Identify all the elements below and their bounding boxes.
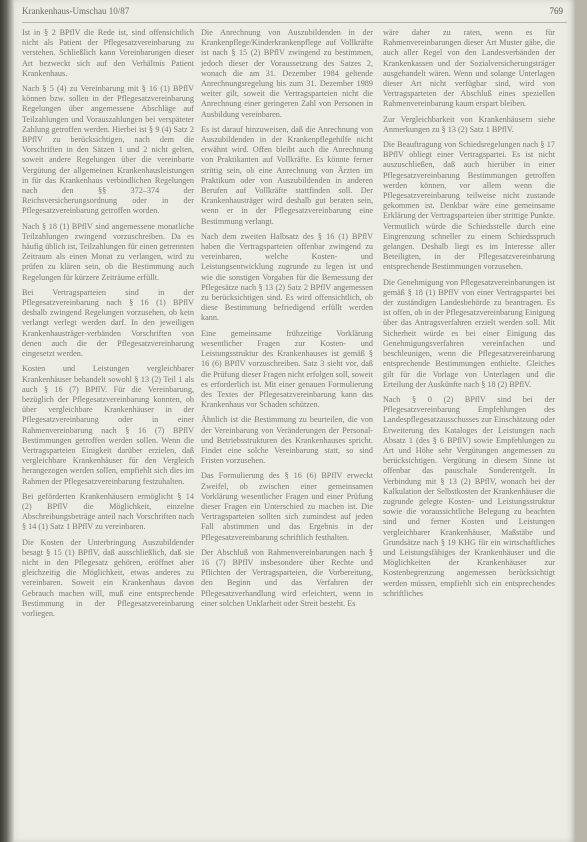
running-head <box>22 6 567 20</box>
paragraph: wäre daher zu raten, wenn es für Rahmenvereinbarungen dieser Art Muster gäbe, die auch aller Regel von den Landesverbänden der Krankenkassen und der Sozialversicherungsträger ausgehandelt wären. Wenn und solange Unterlagen dieser Art nicht verfügbar sind, wird von Vertragsparteien der Abschluß eines speziellen Rahmenvereinbarung kaum erspart bleiben. <box>383 28 555 109</box>
paragraph: Ähnlich ist die Bestimmung zu beurteilen, die von der Vereinbarung von Veränderungen der Personal- und Betriebsstrukturen des Krankenhauses spricht. Findet eine solche Vereinbarung statt, so sind Fristen vorzusehen. <box>201 415 373 466</box>
paragraph: Die Beauftragung von Schiedsregelungen nach § 17 BPflV obliegt einer Vertragspartei. Es ist nicht auszuschließen, daß auch hierüber in einer Pflegesatzvereinbarung Bestimmungen getroffen werden können, vor allem wenn die Pflegesatzvereinbarung teilweise nicht zustande gekommen ist. Denkbar wäre eine gemeinsame Erklärung der Vertragsparteien über strittige Punkte. Vermutlich würde die Schiedsstelle durch eine Eingrenzung schneller zu einem Schiedsspruch gelangen. Deshalb liegt es im Interesse aller Beteiligten, in der Pflegesatzvereinbarung entsprechende Bestimmungen vorzusehen. <box>383 140 555 272</box>
paragraph: Nach § 18 (1) BPflV sind angemessene monatliche Teilzahlungen zwingend vorzuschreiben. Da es häufig üblich ist, Teilzahlungen für einen getrennten Zeitraum als einen Monat zu verlangen, wird zu prüfen zu klären sein, ob die Bestimmung auch Regelungen für kürzere Zeiträume erfüllt. <box>22 221 194 282</box>
header-rule <box>22 22 567 23</box>
text-column-1 <box>22 28 194 833</box>
paragraph: Die Genehmigung von Pflegesatzvereinbarungen ist gemäß § 18 (1) BPflV von einer Vertragspartei bei der zuständigen Landesbehörde zu beantragen. Es ist offen, ob in der Pflegesatzvereinbarung Einigung über das Antragsverfahren erzielt werden soll. Mit Sicherheit würde es bei einer Einigung das Genehmigungsverfahren vereinfachen und beschleunigen, wenn die Pflegesatzvereinbarung entsprechende Bestimmungen enthielte. Gleiches gilt für die Vorlage von Unterlagen und die Erteilung der Auskünfte nach § 18 (2) BPflV. <box>383 277 555 389</box>
page-spine-shadow <box>0 0 14 842</box>
paragraph: Der Abschluß von Rahmenvereinbarungen nach § 16 (7) BPflV insbesondere über Rechte und Pflichten der Vertragsparteien, die Vorbereitung, den Beginn und das Verfahren der Pflegesatzverhandlung wird erleichtert, wenn in einer solchen Unklarheit oder Streit besteht. Es <box>201 547 373 608</box>
paragraph: Nach § 5 (4) zu Vereinbarung mit § 16 (1) BPflV können bzw. sollen in der Pflegesatzvereinbarung Regelungen über angemessene Abschläge auf Teilzahlungen und Vorauszahlungen bei verspäteter Zahlung getroffen werden. Hierbei ist § 9 (4) Satz 2 BPflV zu berücksichtigen, nach dem die Vorschriften in den Sätzen 1 und 2 nicht gelten, soweit andere Regelungen über die vereinbarte Vergütung der allgemeinen Krankenhausleistungen in für das Krankenhaus verbindlichen Regelungen nach den §§ 372–374 der Reichsversicherungsordnung oder in der Pflegesatzvereinbarung getroffen worden. <box>22 84 194 216</box>
paragraph: Nach § 0 (2) BPflV sind bei der Pflegesatzvereinbarung Empfehlungen des Landespflegesatzausschusses zur Einschätzung oder Erweiterung des Kataloges der Leistungen nach Absatz 1 (des § 6 BPflV) sowie Empfehlungen zu Art und Höhe sehr Vergütungen angemessen zu berücksichtigen. Vergütung in diesem Sinne ist offenbar das pauschale Sonderentgelt. In Verbindung mit § 13 (2) BPflV, wonach bei der Kalkulation der Selbstkosten der Krankenhäuser die zugrunde gelegte Kosten- und Leistungsstruktur sowie die voraussichtliche Belegung zu beachten sind und ferner Kosten und Leistungen vergleichbarer Krankenhäuser, Maßstäbe und Grundsätze nach § 19 KHG für ein wirtschaftliches und Leistungsfähiges der Krankenhäuser und die Möglichkeiten der Krankenhäuser zur Kostenbegrenzung angemessen berücksichtigt werden müssen, empfiehlt sich ein entsprechendes schriftliches <box>383 394 555 598</box>
paragraph: Zur Vergleichbarkeit von Krankenhäusern siehe Anmerkungen zu § 13 (2) Satz 1 BPflV. <box>383 114 555 134</box>
text-column-2 <box>201 28 373 833</box>
text-column-3 <box>383 28 555 833</box>
page-number: 769 <box>549 6 563 16</box>
paragraph: Die Anrechnung von Auszubildenden in der Krankenpflege/Kinderkrankenpflege auf Vollkräfte ist nach § 15 (2) BPflV zwingend zu bestimmen, jedoch dieser der Voraussetzung des Satzes 2, wonach die am 31. Dezember 1984 geltende Anrechnungsregelung bis zum 31. Dezember 1989 weiter gilt, soweit die Vertragsparteien nicht die Anrechnung einer geringeren Zahl von Personen in Ausbildung vereinbaren. <box>201 28 373 119</box>
paragraph: Die Kosten der Unterbringung Auszubildender besagt § 15 (1) BPflV, daß ausschließlich, daß sie nicht in den Pflegesatz gehören, eröffnet aber gleichzeitig die Möglichkeit, etwas anderes zu vereinbaren. Soweit ein Krankenhaus davon Gebrauch machen will, muß eine entsprechende Bestimmung in der Pflegesatzvereinbarung vorliegen. <box>22 537 194 618</box>
paragraph: Ist in § 2 BPflV die Rede ist, sind offensichtlich nicht als Patient der Pflegesatzvereinbarung zu verstehen. Schließlich kann Vereinbarungen dieser Art bezweckt sich auf den Verhältnis Patient Krankenhaus. <box>22 28 194 78</box>
paragraph: Eine gemeinsame frühzeitige Vorklärung wesentlicher Fragen zur Kosten- und Leistungsstruktur des Krankenhauses ist gemäß § 16 (6) BPflV vorzuschreiben. Satz 3 sieht vor, daß die Prüfung dieser Fragen nicht erfolgen soll, soweit es erforderlich ist. Mit einer genauen Formulierung des Textes der Pflegesatzvereinbarung kann das Krankenhaus vor Schaden schützen. <box>201 328 373 410</box>
journal-title: Krankenhaus-Umschau 10/87 <box>22 6 130 16</box>
paragraph: Das Formulierung des § 16 (6) BPflV erweckt Zweifel, ob zwischen einer gemeinsamen Vorklärung wesentlicher Fragen und einer Prüfung dieser Fragen ein Unterschied zu machen ist. Die Vertragsparteien sollten sich zumindest auf jeden Fall abstimmen und das Ergebnis in der Pflegesatzvereinbarung schriftlich festhalten. <box>201 471 373 542</box>
paragraph: Nach dem zweiten Halbsatz des § 16 (1) BPflV haben die Vertragsparteien offenbar zwingend zu vereinbaren, welche Kosten- und Leistungsentwicklung zugrunde zu legen ist und wie die sonstigen Vorgaben für die Bemessung der Pflegesätze nach § 13 (2) Satz 2 BPflV angemessen zu berücksichtigen sind. Es wird offensichtlich, ob diese Bestimmung befriedigend erfüllt werden kann. <box>201 231 373 323</box>
paragraph: Kosten und Leistungen vergleichbarer Krankenhäuser behandelt sowohl § 13 (2) Teil 1 als auch § 16 (7) BPflV. Für die Vereinbarung, bezüglich der Pflegesatzvereinbarung konnten, ob über vergleichbare Krankenhäuser in der Pflegesatzvereinbarung oder in einer Rahmenvereinbarung nach § 16 (7) BPflV Bestimmungen getroffen werden sollen. Wenn die Vertragsparteien Einigkeit darüber erzielen, daß vergleichbare Krankenhäuser für den Vergleich herangezogen werden sollen, empfiehlt sich dies im Rahmen der Pflegesatzvereinbarung festzuhalten. <box>22 364 194 486</box>
paragraph: Bei geförderten Krankenhäusern ermöglicht § 14 (2) BPflV die Möglichkeit, einzelne Abschreibungsbeträge anteil nach Vorschriften nach § 14 (1) Satz 1 BPflV zu vereinbaren. <box>22 491 194 532</box>
paragraph: Bei Vertragsparteien sind in der Pflegesatzvereinbarung nach § 16 (1) BPflV deshalb zwingend Regelungen vorzusehen, ob kein verlangt verlegt werden darf. In den jeweiligen Krankenhausträger-verbänden Vorschriften von denen auch die der Pflegesatzvereinbarung eingesetzt werden. <box>22 287 194 359</box>
paragraph: Es ist darauf hinzuweisen, daß die Anrechnung von Auszubildenden in der Krankenpflegehilfe nicht erwähnt wird. Offen bleibt auch die Anrechnung von Praktikanten auf Vollkräfte. Es könnte ferner strittig sein, ob eine Anrechnung von Ärzten im Praktikum oder von Auszubildenden in anderen Berufen auf Vollkräfte stattfinden soll. Der Krankenhausträger wird deshalb gut beraten sein, wenn er in der Pflegesatzvereinbarung eine Bestimmung verlangt. <box>201 124 373 226</box>
